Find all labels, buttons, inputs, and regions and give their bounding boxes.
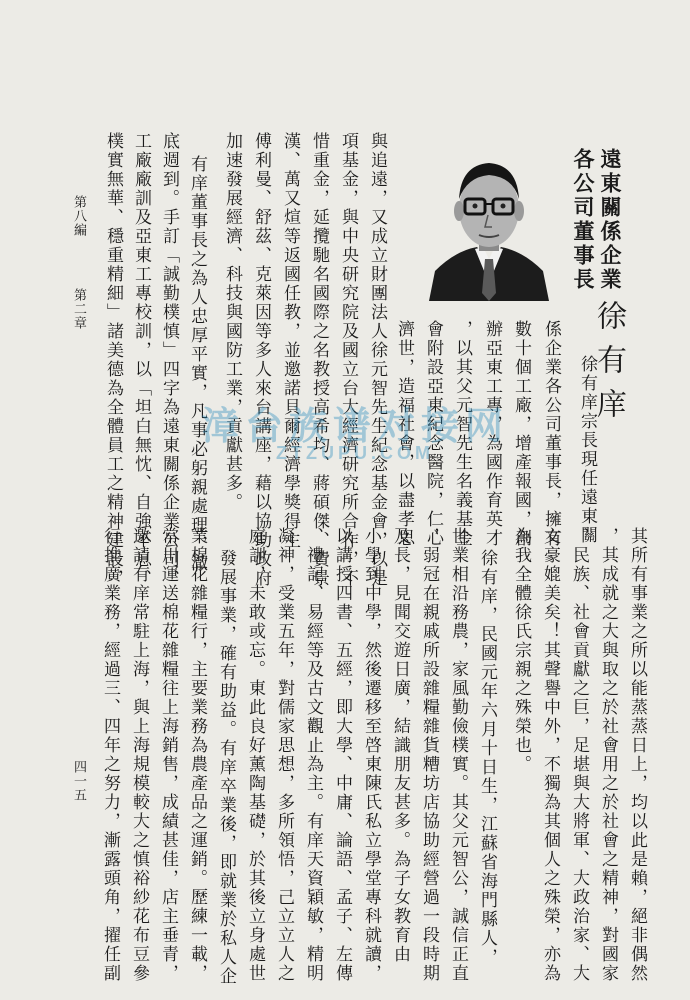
text-column: 以講授四書、五經，即大學、中庸、論語、孟子、左傳 [332,527,352,983]
text-column: 、禮記、易經等及古文觀止為主。有庠天資穎敏，精明 [303,527,323,983]
text-column: 徐有庠，民國元年六月十日生，江蘇省海門縣人， [477,549,497,967]
text-column: 工廠廠訓及亞東工專校訓，以「坦白無忱、自強不息、 [131,132,151,588]
text-column: 業棉花雜糧行，主要業務為農產品之運銷。歷練一載， [187,527,207,983]
text-column: 邀請有庠常駐上海，與上海規模較大之慎裕紗花布豆參 [129,527,149,983]
text-column: 世業相沿務農，家風勤儉樸實。其父元智公，誠信正直 [448,527,468,983]
text-column: 發展事業，確有助益。有庠卒業後，即就業於私人企 [216,549,236,986]
text-column: 惜重金，延攬馳名國際之名教授高希均、蔣碩傑、費景 [309,132,329,588]
text-column: 行推廣業務，經過三、四年之努力，漸露頭角，擢任副 [100,527,120,983]
text-column: 小學到中學，然後遷移至啓東陳氏私立學堂專科就讀， [361,527,381,983]
page-number: 四一五 [71,760,86,802]
text-column: 係企業各公司董事長，擁有 [541,320,561,548]
person-name: 徐有庠 [591,300,626,432]
text-column: 漢、萬又煊等返國任教，並邀諾貝爾經濟學獎得主 [280,132,300,550]
text-column: 樸實無華、穩重精細」諸美德為全體員工之精神建設， [103,132,123,588]
text-column: 會附設亞東紀念醫院，仁心 [423,320,443,548]
text-column: 有庠董事長之為人忠厚平實，凡事必躬親處理，澈 [187,155,207,573]
text-column: ，其成就之大與取之於社會用之於社會之精神，對國家 [598,527,618,983]
text-column: 為我全體徐氏宗親之殊榮也。 [511,527,531,774]
text-column: 及長，見聞交遊日廣，結識朋友甚多。為子女教育由 [390,527,410,964]
text-column: 項基金，與中央研究院及國立台大經濟研究所合作，不 [338,132,358,588]
title-line-2: 各公司董事長 [571,148,596,292]
watermark-url: ZTZUPU.COM [276,443,434,463]
text-column: ，弱冠在親戚所設雜糧雜貨糟坊店協助經營過一段時期 [419,527,439,983]
watermark-text: 漳台族谱对接网 [200,406,509,448]
chapter-label: 第二章 [71,288,86,330]
text-column: 數十個工廠，增產報國，創 [511,320,531,548]
text-column: 凝神，受業五年，對儒家思想，多所領悟，己立立人之 [274,527,294,983]
text-column: 徐有庠宗長現任遠東關 [577,355,597,545]
text-column: 加速發展經濟、科技與國防工業，貢獻甚多。 [222,132,242,512]
text-column: ，以其父元智先生名義基金 [452,320,472,548]
text-column: 其所有事業之所以能蒸蒸日上，均以此是賴，絕非偶然 [627,527,647,983]
text-column: 傅利曼、舒茲、克萊因等多人來台講座，藉以協助政府 [251,132,271,588]
title-line-1: 遠東關係企業 [598,148,623,292]
text-column: 文豪媲美矣！其聲譽中外，不獨為其個人之殊榮，亦為 [540,527,560,983]
text-column: 底週到。手訂「誠勤樸慎」四字為遠東關係企業公司、 [159,132,179,588]
text-column: 濟世，造福社會，以盡孝思 [394,320,414,548]
text-column: 庭訓，未敢或忘。東此良好薰陶基礎，於其後立身處世 [245,527,265,983]
text-column: 與追遠，又成立財團法人徐元智先生紀念基金會，以是 [367,132,387,588]
text-column: 、民族、社會貢獻之巨，足堪與大將軍、大政治家、大 [569,527,589,983]
text-column: 常川運送棉花雜糧往上海銷售，成績甚佳，店主垂青， [158,527,178,983]
section-label: 第八編 [71,195,86,237]
text-column: 辦亞東工專，為國作育英才 [482,320,502,548]
portrait-photo [425,143,553,301]
